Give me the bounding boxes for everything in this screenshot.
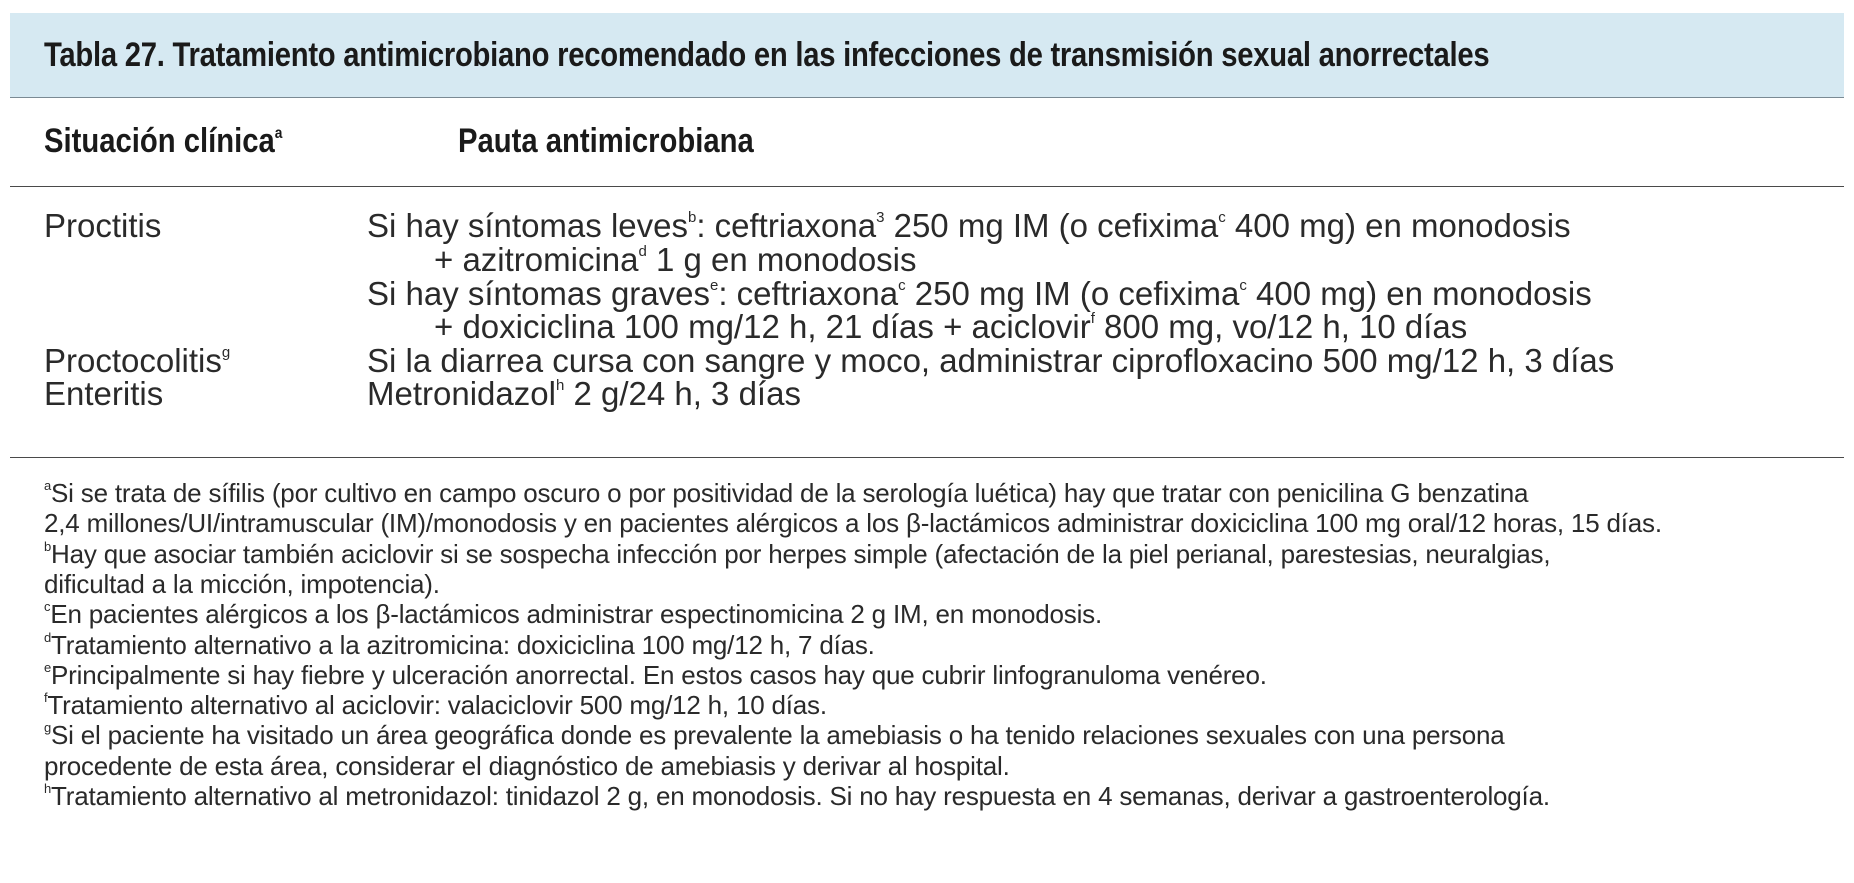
table-body: [10, 187, 1844, 458]
regimen-text: 2 g/24 h, 3 días: [564, 375, 801, 412]
footnote-text: Si el paciente ha visitado un área geográfica donde es prevalente la amebiasis o ha tenido relaciones sexuales con una persona: [51, 720, 1505, 751]
footnote-marker: f: [1090, 310, 1095, 327]
regimen-text: + doxiciclina 100 mg/12 h, 21 días + aciclovir: [434, 308, 1091, 345]
footnote-marker: h: [555, 377, 565, 394]
footnote-marker: e: [44, 659, 52, 675]
regimen-text: Metronidazol: [367, 375, 556, 412]
footnote-line: [44, 781, 1550, 812]
footnote-text: procedente de esta área, considerar el diagnóstico de amebiasis y derivar al hospital.: [44, 750, 1010, 781]
footnote-marker: a: [44, 478, 52, 493]
row-label-text: Enteritis: [44, 375, 164, 412]
footnote-line: [44, 751, 1010, 782]
regimen-text: 800 mg, vo/12 h, 10 días: [1094, 308, 1468, 345]
header-pauta-antimicrobiana: Pauta antimicrobiana: [458, 122, 754, 160]
regimen-text: : ceftriaxona: [696, 207, 877, 244]
footnote-line: [44, 539, 1550, 570]
table-figure: [10, 13, 1844, 811]
footnote-marker: g: [221, 344, 231, 361]
footnote-marker: c: [1218, 209, 1226, 226]
footnote-text: 2,4 millones/UI/intramuscular (IM)/monodosis y en pacientes alérgicos a los β-lactámicos administrar doxiciclina 100 mg oral/12 horas, 15 días.: [44, 508, 1662, 539]
regimen-text: Si hay síntomas graves: [367, 275, 710, 312]
footnote-text: En pacientes alérgicos a los β-lactámicos administrar espectinomicina 2 g IM, en monodosis.: [50, 599, 1102, 630]
footnote-marker: h: [44, 781, 52, 796]
regimen-text: + azitromicina: [434, 241, 639, 278]
row-label: [44, 207, 161, 245]
footnote-line: [44, 690, 827, 721]
footnote-text: Tratamiento alternativo al aciclovir: valaciclovir 500 mg/12 h, 10 días.: [47, 690, 827, 721]
footnote-line: [44, 508, 1662, 539]
footnote-marker: b: [44, 538, 52, 554]
row-label-text: Proctitis: [44, 207, 162, 244]
footnote-marker: 3: [876, 209, 885, 226]
row-label: [44, 375, 163, 413]
footnote-text: Tratamiento alternativo a la azitromicina: doxiciclina 100 mg/12 h, 7 días.: [51, 629, 875, 660]
regimen-text: 400 mg) en monodosis: [1246, 275, 1592, 312]
footnote-line: [44, 720, 1504, 751]
header-situacion-clinica: [44, 122, 282, 161]
footnote-marker: d: [638, 243, 647, 260]
regimen-text: Si la diarrea cursa con sangre y moco, administrar ciprofloxacino 500 mg/12 h, 3 días: [367, 342, 1615, 379]
footnote-marker: c: [1239, 277, 1247, 294]
table-title-bar: [10, 13, 1844, 98]
footnote-line: [44, 599, 1102, 630]
header-col1-label: Situación clínica: [44, 122, 275, 160]
table-title: Tabla 27. Tratamiento antimicrobiano recomendado en las infecciones de transmisión sexual anorrectales: [44, 35, 1490, 74]
regimen-line: [434, 241, 917, 279]
row-label-text: Proctocolitis: [44, 342, 222, 379]
regimen-line: [434, 308, 1467, 346]
footnote-line: [44, 660, 1267, 691]
footnote-marker: f: [44, 690, 48, 706]
regimen-text: 1 g en monodosis: [646, 241, 917, 278]
footnote-text: Si se trata de sífilis (por cultivo en campo oscuro o por positividad de la serología luética) hay que tratar con penicilina G benzatina: [51, 478, 1529, 508]
footnote-marker: c: [898, 277, 906, 294]
regimen-line: [367, 207, 1571, 245]
footnote-text: Tratamiento alternativo al metronidazol: tinidazol 2 g, en monodosis. Si no hay respuesta en 4 semanas, derivar a gastroenterología.: [51, 781, 1550, 811]
footnote-line: [44, 630, 875, 661]
regimen-text: Si hay síntomas leves: [367, 207, 688, 244]
footnote-marker: c: [44, 599, 51, 615]
footnote-marker: b: [687, 209, 697, 226]
footnote-marker: g: [44, 720, 52, 736]
footnote-line: [44, 478, 1528, 509]
regimen-text: 250 mg IM (o cefixima: [884, 207, 1219, 244]
regimen-text: : ceftriaxona: [718, 275, 899, 312]
table-header-row: [10, 98, 1844, 187]
regimen-line: [367, 375, 801, 413]
footnote-marker: d: [44, 629, 52, 645]
regimen-text: 400 mg) en monodosis: [1225, 207, 1571, 244]
footnote-text: Hay que asociar también aciclovir si se sospecha infección por herpes simple (afectación de la piel perianal, parestesias, neuralgias,: [51, 538, 1551, 569]
regimen-text: 250 mg IM (o cefixima: [905, 275, 1240, 312]
footnote-text: dificultad a la micción, impotencia).: [44, 568, 440, 599]
footnote-text: Principalmente si hay fiebre y ulceración anorrectal. En estos casos hay que cubrir linfogranuloma venéreo.: [51, 659, 1267, 690]
footnote-marker: e: [710, 277, 719, 294]
header-col1-footnote-marker: a: [274, 125, 283, 142]
footnote-line: [44, 569, 440, 600]
